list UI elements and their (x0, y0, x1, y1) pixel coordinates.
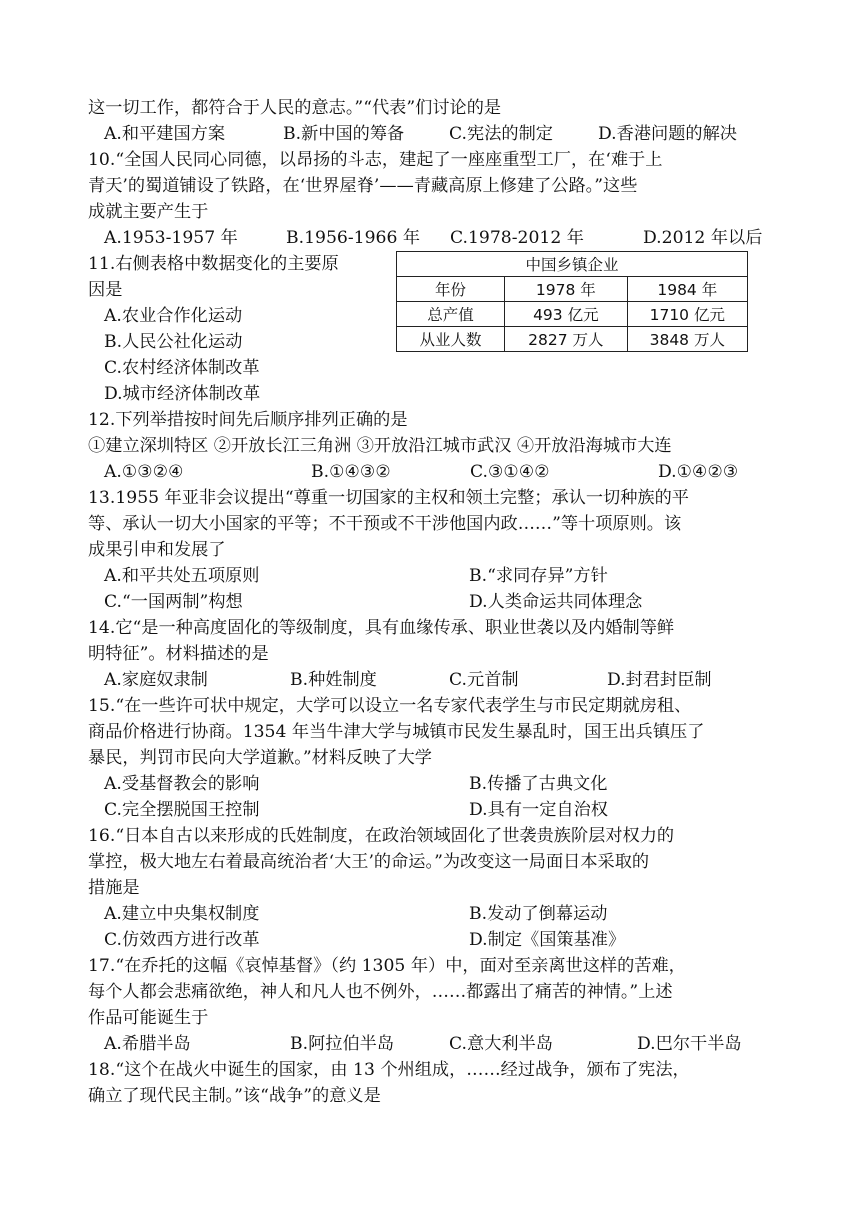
q17-option-b[interactable]: B.阿拉伯半岛 (290, 1034, 395, 1054)
table-title: 中国乡镇企业 (397, 252, 748, 277)
q12-option-c[interactable]: C.③①④② (470, 462, 550, 482)
q16-option-a[interactable]: A.建立中央集权制度 (104, 904, 260, 924)
q10-stem-line2: 青天’的蜀道铺设了铁路，在‘世界屋脊’——青藏高原上修建了公路。”这些 (88, 176, 638, 196)
q12-option-a[interactable]: A.①③②④ (104, 462, 184, 482)
q9-option-c[interactable]: C.宪法的制定 (449, 124, 553, 144)
q14-option-c[interactable]: C.元首制 (449, 670, 519, 690)
q13-stem-line3: 成果引申和发展了 (88, 540, 226, 560)
table-cell: 从业人数 (397, 327, 505, 352)
table-row (397, 327, 748, 352)
q17-stem-line2: 每个人都会悲痛欲绝，神人和凡人也不例外，……都露出了痛苦的神情。”上述 (88, 982, 673, 1002)
township-enterprise-table (396, 251, 748, 352)
q14-option-a[interactable]: A.家庭奴隶制 (104, 670, 208, 690)
q13-option-b[interactable]: B.“求同存异”方针 (469, 566, 608, 586)
q14-stem-line1: 14.它“是一种高度固化的等级制度，具有血缘传承、职业世袭以及内婚制等鲜 (88, 618, 675, 638)
q11-stem-line1: 11.右侧表格中数据变化的主要原 (88, 254, 339, 274)
q13-option-a[interactable]: A.和平共处五项原则 (104, 566, 260, 586)
q18-stem-line1: 18.“这个在战火中诞生的国家，由 13 个州组成，……经过战争，颁布了宪法， (88, 1060, 690, 1080)
q10-option-c[interactable]: C.1978-2012 年 (450, 228, 584, 248)
q15-option-c[interactable]: C.完全摆脱国王控制 (104, 800, 260, 820)
q15-option-d[interactable]: D.具有一定自治权 (469, 800, 608, 820)
q13-stem-line1: 13.1955 年亚非会议提出“尊重一切国家的主权和领土完整；承认一切种族的平 (88, 488, 689, 508)
q9-stem-tail: 这一切工作，都符合于人民的意志。”“代表”们讨论的是 (88, 98, 502, 118)
q12-stem: 12.下列举措按时间先后顺序排列正确的是 (88, 410, 408, 430)
q15-option-a[interactable]: A.受基督教会的影响 (104, 774, 260, 794)
q18-stem-line2: 确立了现代民主制。”该“战争”的意义是 (88, 1086, 381, 1106)
q13-option-d[interactable]: D.人类命运共同体理念 (469, 592, 643, 612)
table-cell: 2827 万人 (505, 327, 627, 352)
table-cell: 总产值 (397, 302, 505, 327)
q11-option-c[interactable]: C.农村经济体制改革 (104, 358, 260, 378)
q12-items: ①建立深圳特区 ②开放长江三角洲 ③开放沿江城市武汉 ④开放沿海城市大连 (88, 436, 672, 456)
q10-stem-line3: 成就主要产生于 (88, 202, 209, 222)
q11-stem-line2: 因是 (88, 280, 123, 300)
q9-option-a[interactable]: A.和平建国方案 (104, 124, 226, 144)
table-header-row (397, 277, 748, 302)
q14-option-b[interactable]: B.种姓制度 (290, 670, 377, 690)
q10-option-d[interactable]: D.2012 年以后 (643, 228, 763, 248)
q15-stem-line2: 商品价格进行协商。1354 年当牛津大学与城镇市民发生暴乱时，国王出兵镇压了 (88, 722, 705, 742)
q15-stem-line3: 暴民，判罚市民向大学道歉。”材料反映了大学 (88, 748, 432, 768)
table-cell: 1710 亿元 (627, 302, 747, 327)
q16-option-b[interactable]: B.发动了倒幕运动 (469, 904, 608, 924)
q10-option-b[interactable]: B.1956-1966 年 (286, 228, 421, 248)
table-cell: 3848 万人 (627, 327, 747, 352)
q14-stem-line2: 明特征”。材料描述的是 (88, 644, 269, 664)
q10-option-a[interactable]: A.1953-1957 年 (104, 228, 238, 248)
q11-option-b[interactable]: B.人民公社化运动 (104, 332, 243, 352)
q17-stem-line3: 作品可能诞生于 (88, 1008, 209, 1028)
q9-option-d[interactable]: D.香港问题的解决 (598, 124, 737, 144)
q16-stem-line1: 16.“日本自古以来形成的氏姓制度，在政治领域固化了世袭贵族阶层对权力的 (88, 826, 675, 846)
q15-option-b[interactable]: B.传播了古典文化 (469, 774, 608, 794)
table-cell: 493 亿元 (505, 302, 627, 327)
q13-option-c[interactable]: C.“一国两制”构想 (104, 592, 243, 612)
q12-option-d[interactable]: D.①④②③ (658, 462, 739, 482)
table-header-cell: 1978 年 (505, 277, 627, 302)
q16-option-c[interactable]: C.仿效西方进行改革 (104, 930, 260, 950)
q10-stem-line1: 10.“全国人民同心同德，以昂扬的斗志，建起了一座座重型工厂，在‘难于上 (88, 150, 663, 170)
q9-option-b[interactable]: B.新中国的筹备 (283, 124, 405, 144)
q16-stem-line3: 措施是 (88, 878, 140, 898)
q16-stem-line2: 掌控，极大地左右着最高统治者‘大王’的命运。”为改变这一局面日本采取的 (88, 852, 650, 872)
q17-option-c[interactable]: C.意大利半岛 (449, 1034, 553, 1054)
q17-stem-line1: 17.“在乔托的这幅《哀悼基督》（约 1305 年）中，面对至亲离世这样的苦难， (88, 956, 686, 976)
q13-stem-line2: 等、承认一切大小国家的平等；不干预或不干涉他国内政……”等十项原则。该 (88, 514, 682, 534)
q14-option-d[interactable]: D.封君封臣制 (607, 670, 712, 690)
q15-stem-line1: 15.“在一些许可状中规定，大学可以设立一名专家代表学生与市民定期就房租、 (88, 696, 692, 716)
table-header-cell: 年份 (397, 277, 505, 302)
q17-option-a[interactable]: A.希腊半岛 (104, 1034, 191, 1054)
q16-option-d[interactable]: D.制定《国策基准》 (469, 930, 626, 950)
q12-option-b[interactable]: B.①④③② (311, 462, 391, 482)
q11-option-d[interactable]: D.城市经济体制改革 (104, 384, 261, 404)
table-header-cell: 1984 年 (627, 277, 747, 302)
q11-option-a[interactable]: A.农业合作化运动 (104, 306, 243, 326)
q17-option-d[interactable]: D.巴尔干半岛 (637, 1034, 742, 1054)
table-row (397, 302, 748, 327)
